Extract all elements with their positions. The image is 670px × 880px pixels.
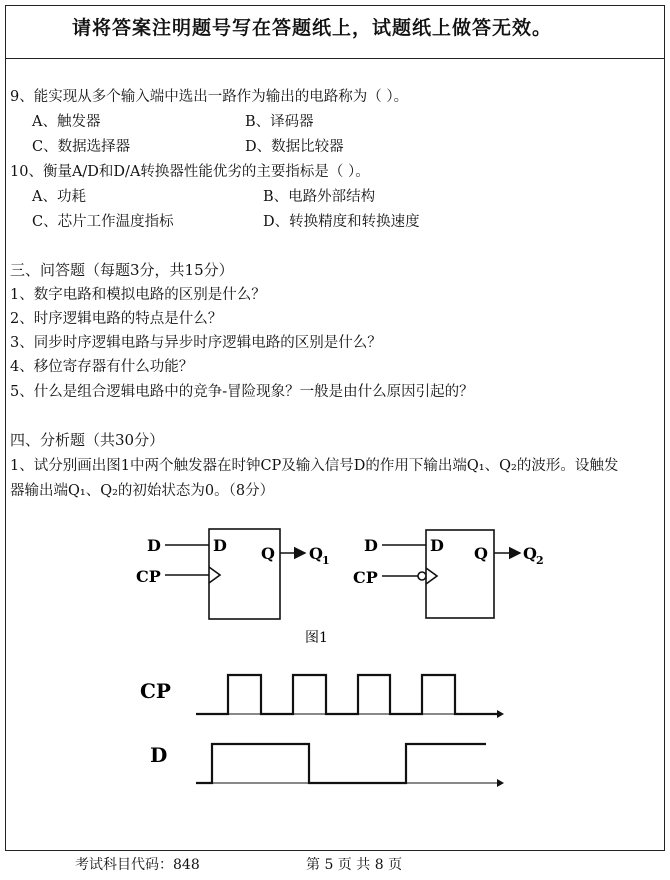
page-info: 第 5 页 共 8 页 <box>306 857 403 873</box>
section3-question-4: 4、移位寄存器有什么功能？ <box>10 359 194 375</box>
d-waveform <box>196 744 486 783</box>
d-waveform-label: D <box>150 743 168 767</box>
mc-question-10: 10、衡量A/D和D/A转换器性能优劣的主要指标是（ ）。 <box>10 164 370 180</box>
d-flip-flop-2 <box>353 530 544 618</box>
mc-question-9: 9、能实现从多个输入端中选出一路作为输出的电路称为（ ）。 <box>10 89 409 105</box>
ff1-clock-triangle <box>209 567 220 583</box>
ff2-output-subscript: 2 <box>536 554 544 567</box>
d-flip-flop-1 <box>136 529 330 619</box>
cp-waveform-label: CP <box>140 679 171 703</box>
ff2-output-q-label: Q <box>523 544 537 563</box>
mc10-option-b: B、电路外部结构 <box>263 189 376 205</box>
ff1-pin-q-label: Q <box>261 544 275 563</box>
ff1-output-q-label: Q <box>309 544 323 563</box>
section4-question-1-line1: 1、试分别画出图1中两个触发器在时钟CP及输入信号D的作用下输出端Q₁、Q₂的波形。设触发 <box>10 458 619 474</box>
ff1-output-subscript: 1 <box>322 554 330 567</box>
section4-heading: 四、分析题（共30分） <box>10 431 165 449</box>
section3-question-5: 5、什么是组合逻辑电路中的竞争-冒险现象？一般是由什么原因引起的？ <box>10 384 474 400</box>
ff2-input-cp-label: CP <box>353 568 378 587</box>
answer-notice: 请将答案注明题号写在答题纸上，试题纸上做答无效。 <box>72 17 553 39</box>
mc9-option-d: D、数据比较器 <box>245 139 344 155</box>
section3-question-1: 1、数字电路和模拟电路的区别是什么？ <box>10 287 266 303</box>
section4-question-1-line2: 器输出端Q₁、Q₂的初始状态为0。（8分） <box>10 483 275 499</box>
mc9-option-a: A、触发器 <box>32 114 101 130</box>
figure-caption: 图1 <box>305 630 328 646</box>
mc9-option-c: C、数据选择器 <box>32 139 131 155</box>
cp-waveform <box>196 675 497 714</box>
ff2-inverting-bubble <box>418 572 426 580</box>
subject-code: 考试科目代码：848 <box>75 857 200 873</box>
ff1-pin-d-label: D <box>213 536 227 555</box>
ff1-input-cp-label: CP <box>136 567 161 586</box>
section3-question-2: 2、时序逻辑电路的特点是什么？ <box>10 311 223 327</box>
ff2-clock-triangle <box>426 568 437 584</box>
ff2-pin-q-label: Q <box>474 544 488 563</box>
cp-time-axis-arrow <box>497 710 504 718</box>
ff1-input-d-label: D <box>147 536 161 555</box>
d-time-axis-arrow <box>497 779 504 787</box>
mc10-option-a: A、功耗 <box>32 189 86 205</box>
ff2-pin-d-label: D <box>430 536 444 555</box>
section3-heading: 三、问答题（每题3分，共15分） <box>10 261 234 279</box>
ff2-input-d-label: D <box>364 536 378 555</box>
mc10-option-d: D、转换精度和转换速度 <box>263 214 420 230</box>
mc10-option-c: C、芯片工作温度指标 <box>32 214 174 230</box>
timing-waveforms <box>140 675 504 787</box>
section3-question-3: 3、同步时序逻辑电路与异步时序逻辑电路的区别是什么？ <box>10 335 382 351</box>
mc9-option-b: B、译码器 <box>245 114 314 130</box>
